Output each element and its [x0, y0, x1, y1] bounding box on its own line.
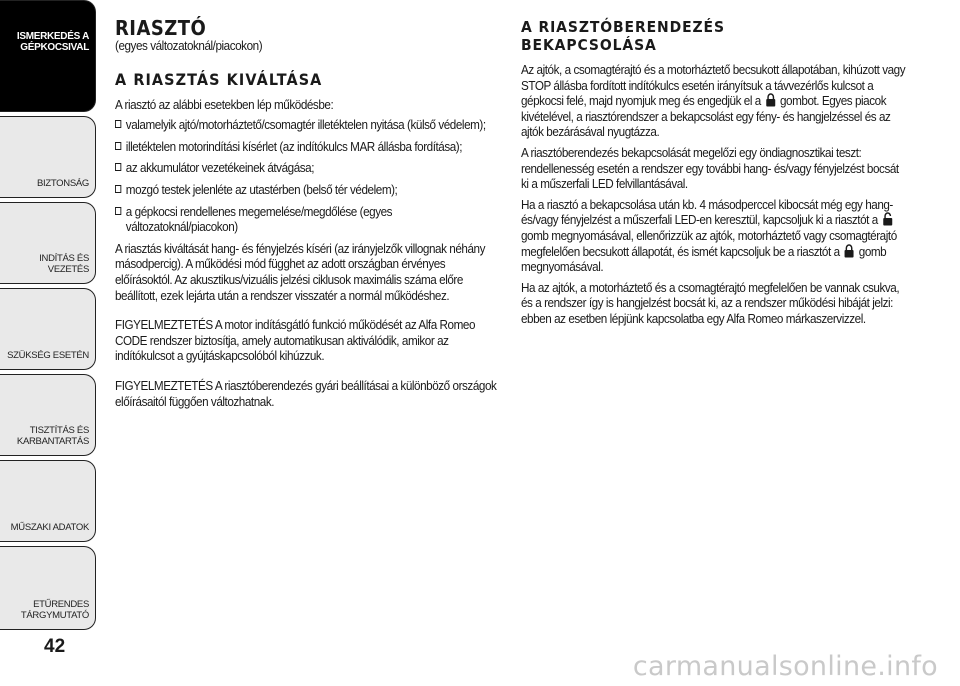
- paragraph: A riasztás kiváltását hang- és fényjelzés kíséri (az irányjelzők villognak néhány másodpercig). A működési mód függhet az adott országban érvényes előírásoktól. Az akusztikus/vizuális jelzési ciklusok maximális száma előre beállított, ezek lejárta után a rendszer visszatér a normál működéshez.: [115, 240, 485, 303]
- tab-label: INDÍTÁS ÉS VEZETÉS: [39, 253, 89, 275]
- warning-paragraph: FIGYELMEZTETÉS A riasztóberendezés gyári beállításai a különböző országok előírásaitól függően változhatnak.: [115, 377, 497, 409]
- left-column: [115, 18, 502, 414]
- paragraph-text: Az ajtók, a csomagtérajtó és a motorháztető becsukott állapotában, kihúzott vagy STOP állásba fordított indítókulcs esetén irányítsuk a távvezérlős kulcsot a gépkocsi felé, majd nyomjuk meg és engedjük el a: [521, 62, 906, 109]
- tab-ismerkedes[interactable]: [0, 0, 96, 112]
- tab-szukseg-eseten[interactable]: [0, 288, 96, 370]
- trigger-list: [115, 117, 502, 235]
- paragraph-text: gombot. Egyes piacok kivételével, a riasztórendszer a bekapcsolást egy fény- és hangjelzéssel és az ajtók bezárásával nyugtázza.: [521, 93, 891, 140]
- lock-icon: [765, 93, 775, 107]
- list-item: valamelyik ajtó/motorháztető/csomagtér illetéktelen nyitása (külső védelem);: [115, 117, 502, 133]
- tab-label: TÁRGYMUTATÓ: [20, 610, 89, 621]
- tab-label: ETŰRENDES: [33, 599, 89, 610]
- tab-inditas-es-vezetes[interactable]: [0, 202, 96, 284]
- paragraph-text: gomb megnyomásával.: [521, 243, 887, 275]
- paragraph: Ha az ajtók, a motorháztető és a csomagtérajtó megfelelően be vannak csukva, és a rendszer így is hangjelzést bocsát ki, az a rendszer működési hibáját jelzi: ebben az esetben lépjünk kapcsolatba egy Alfa Romeo márkaszervizzel.: [521, 279, 900, 326]
- list-item: illetéktelen motorindítási kísérlet (az indítókulcs MAR állásba fordítása);: [115, 139, 502, 155]
- page-number: 42: [44, 636, 66, 657]
- intro-text: A riasztó az alábbi esetekben lép működésbe:: [115, 96, 334, 112]
- section-heading-line: BEKAPCSOLÁSA: [521, 36, 657, 54]
- paragraph-text: gomb megnyomásával, ellenőrizzük az ajtók, motorháztető vagy csomagtérajtó megfelelően becsukott állapotát, és ismét kapcsoljuk be a riasztót a: [521, 227, 897, 259]
- lock-icon: [844, 244, 854, 258]
- tab-label: KARBANTARTÁS: [16, 436, 89, 447]
- tab-targymutato[interactable]: [0, 546, 96, 630]
- tab-label: BIZTONSÁG: [36, 178, 89, 189]
- tab-label: GÉPKOCSIVAL: [20, 42, 89, 53]
- page-subtitle: (egyes változatoknál/piacokon): [115, 38, 263, 53]
- warning-paragraph: FIGYELMEZTETÉS A motor indításgátló funkció működését az Alfa Romeo CODE rendszer biztosítja, amely automatikusan aktiválódik, amikor az indítókulcsot a gyújtáskapcsolóból kihúzzuk.: [115, 317, 476, 364]
- paragraph-text: Ha a riasztó a bekapcsolása után kb. 4 másodperccel kibocsát még egy hang- és/vagy fényjelzést a műszerfali LED-en keresztül, kapcsoljuk ki a riasztót a: [521, 196, 893, 228]
- watermark: carmanualsonline.info: [632, 651, 938, 682]
- list-item: a gépkocsi rendellenes megemelése/megdőlése (egyes változatoknál/piacokon): [115, 204, 502, 235]
- tab-label: TISZTÍTÁS ÉS: [29, 425, 89, 436]
- right-column: [521, 18, 908, 332]
- tab-tisztitas-es-karbantartas[interactable]: [0, 374, 96, 456]
- tab-muszaki-adatok[interactable]: [0, 460, 96, 542]
- chapter-sidebar: [0, 0, 100, 686]
- tab-biztonsag[interactable]: [0, 116, 96, 198]
- section-heading: [521, 18, 908, 54]
- page-title: RIASZTÓ: [115, 16, 207, 40]
- section-heading: A RIASZTÁS KIVÁLTÁSA: [115, 69, 323, 89]
- paragraph: [521, 62, 908, 140]
- unlock-icon: [882, 212, 892, 226]
- tab-label: ISMERKEDÉS A: [16, 31, 89, 42]
- list-item: mozgó testek jelenléte az utastérben (belső tér védelem);: [115, 182, 502, 198]
- tab-label: SZÜKSÉG ESETÉN: [7, 350, 89, 361]
- paragraph: [521, 197, 908, 275]
- section-heading-line: A RIASZTÓBERENDEZÉS: [521, 18, 725, 36]
- list-item: az akkumulátor vezetékeinek átvágása;: [115, 160, 502, 176]
- paragraph: A riasztóberendezés bekapcsolását megelőzi egy öndiagnosztikai teszt: rendellenesség esetén a rendszer egy további hang- és/vagy fényjelzést bocsát ki a műszerfali LED felvillantásával.: [521, 144, 899, 192]
- tab-label: MŰSZAKI ADATOK: [10, 522, 89, 533]
